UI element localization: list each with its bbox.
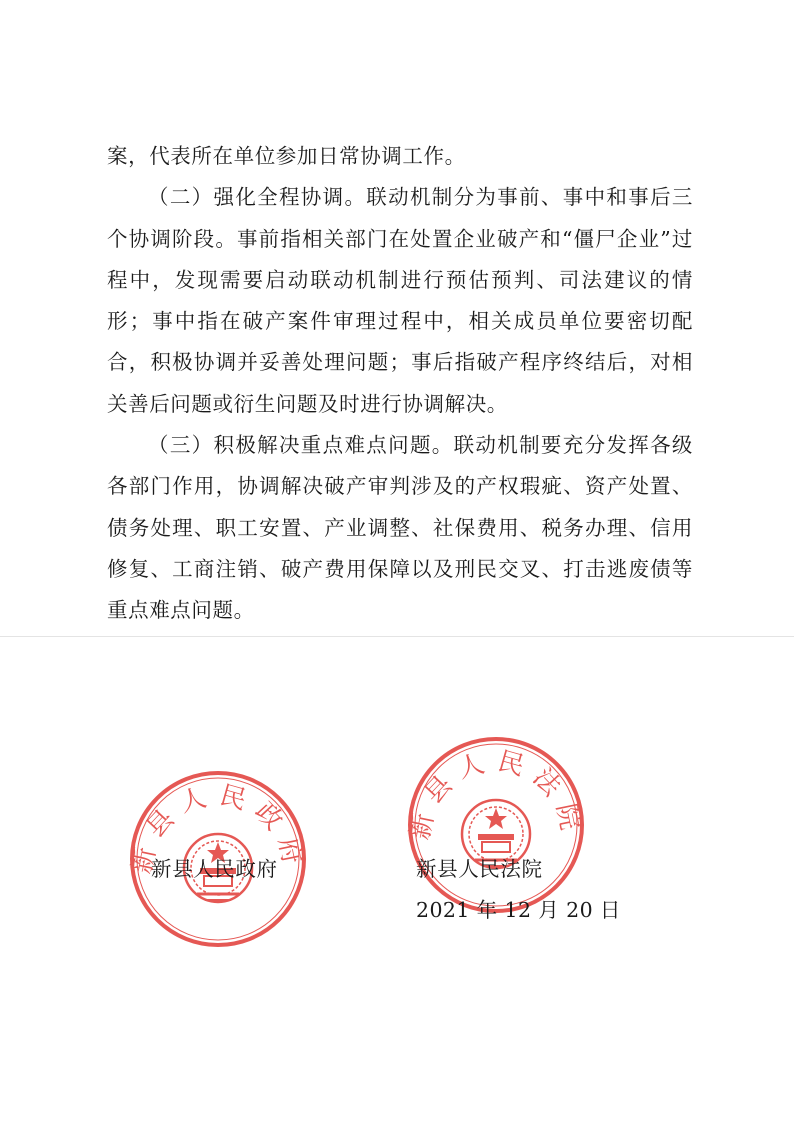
body-text	[107, 136, 693, 632]
signature-court: 新县人民法院	[416, 857, 543, 881]
court-seal-text: 新县人民法院	[405, 746, 587, 843]
page-fold-line	[0, 636, 794, 637]
paragraph-key-difficult-issues: （三）积极解决重点难点问题。联动机制要充分发挥各级各部门作用，协调解决破产审判涉及的产权瑕疵、资产处置、债务处理、职工安置、产业调整、社保费用、税务办理、信用修复、工商注销、破产费用保障以及刑民交叉、打击逃废债等重点难点问题。	[107, 433, 693, 623]
paragraph-whole-process-coordination: （二）强化全程协调。联动机制分为事前、事中和事后三个协调阶段。事前指相关部门在处置企业破产和“僵尸企业”过程中，发现需要启动联动机制进行预估预判、司法建议的情形；事中指在破产案件审理过程中，相关成员单位要密切配合，积极协调并妥善处理问题；事后指破产程序终结后，对相关善后问题或衍生问题及时进行协调解决。	[107, 185, 693, 416]
paragraph-continuation: 案，代表所在单位参加日常协调工作。	[107, 144, 466, 168]
government-seal-text: 新县人民政府	[127, 780, 309, 877]
signature-date: 2021 年 12 月 20 日	[416, 898, 621, 922]
court-seal	[405, 734, 587, 916]
signature-government: 新县人民政府	[151, 857, 278, 881]
